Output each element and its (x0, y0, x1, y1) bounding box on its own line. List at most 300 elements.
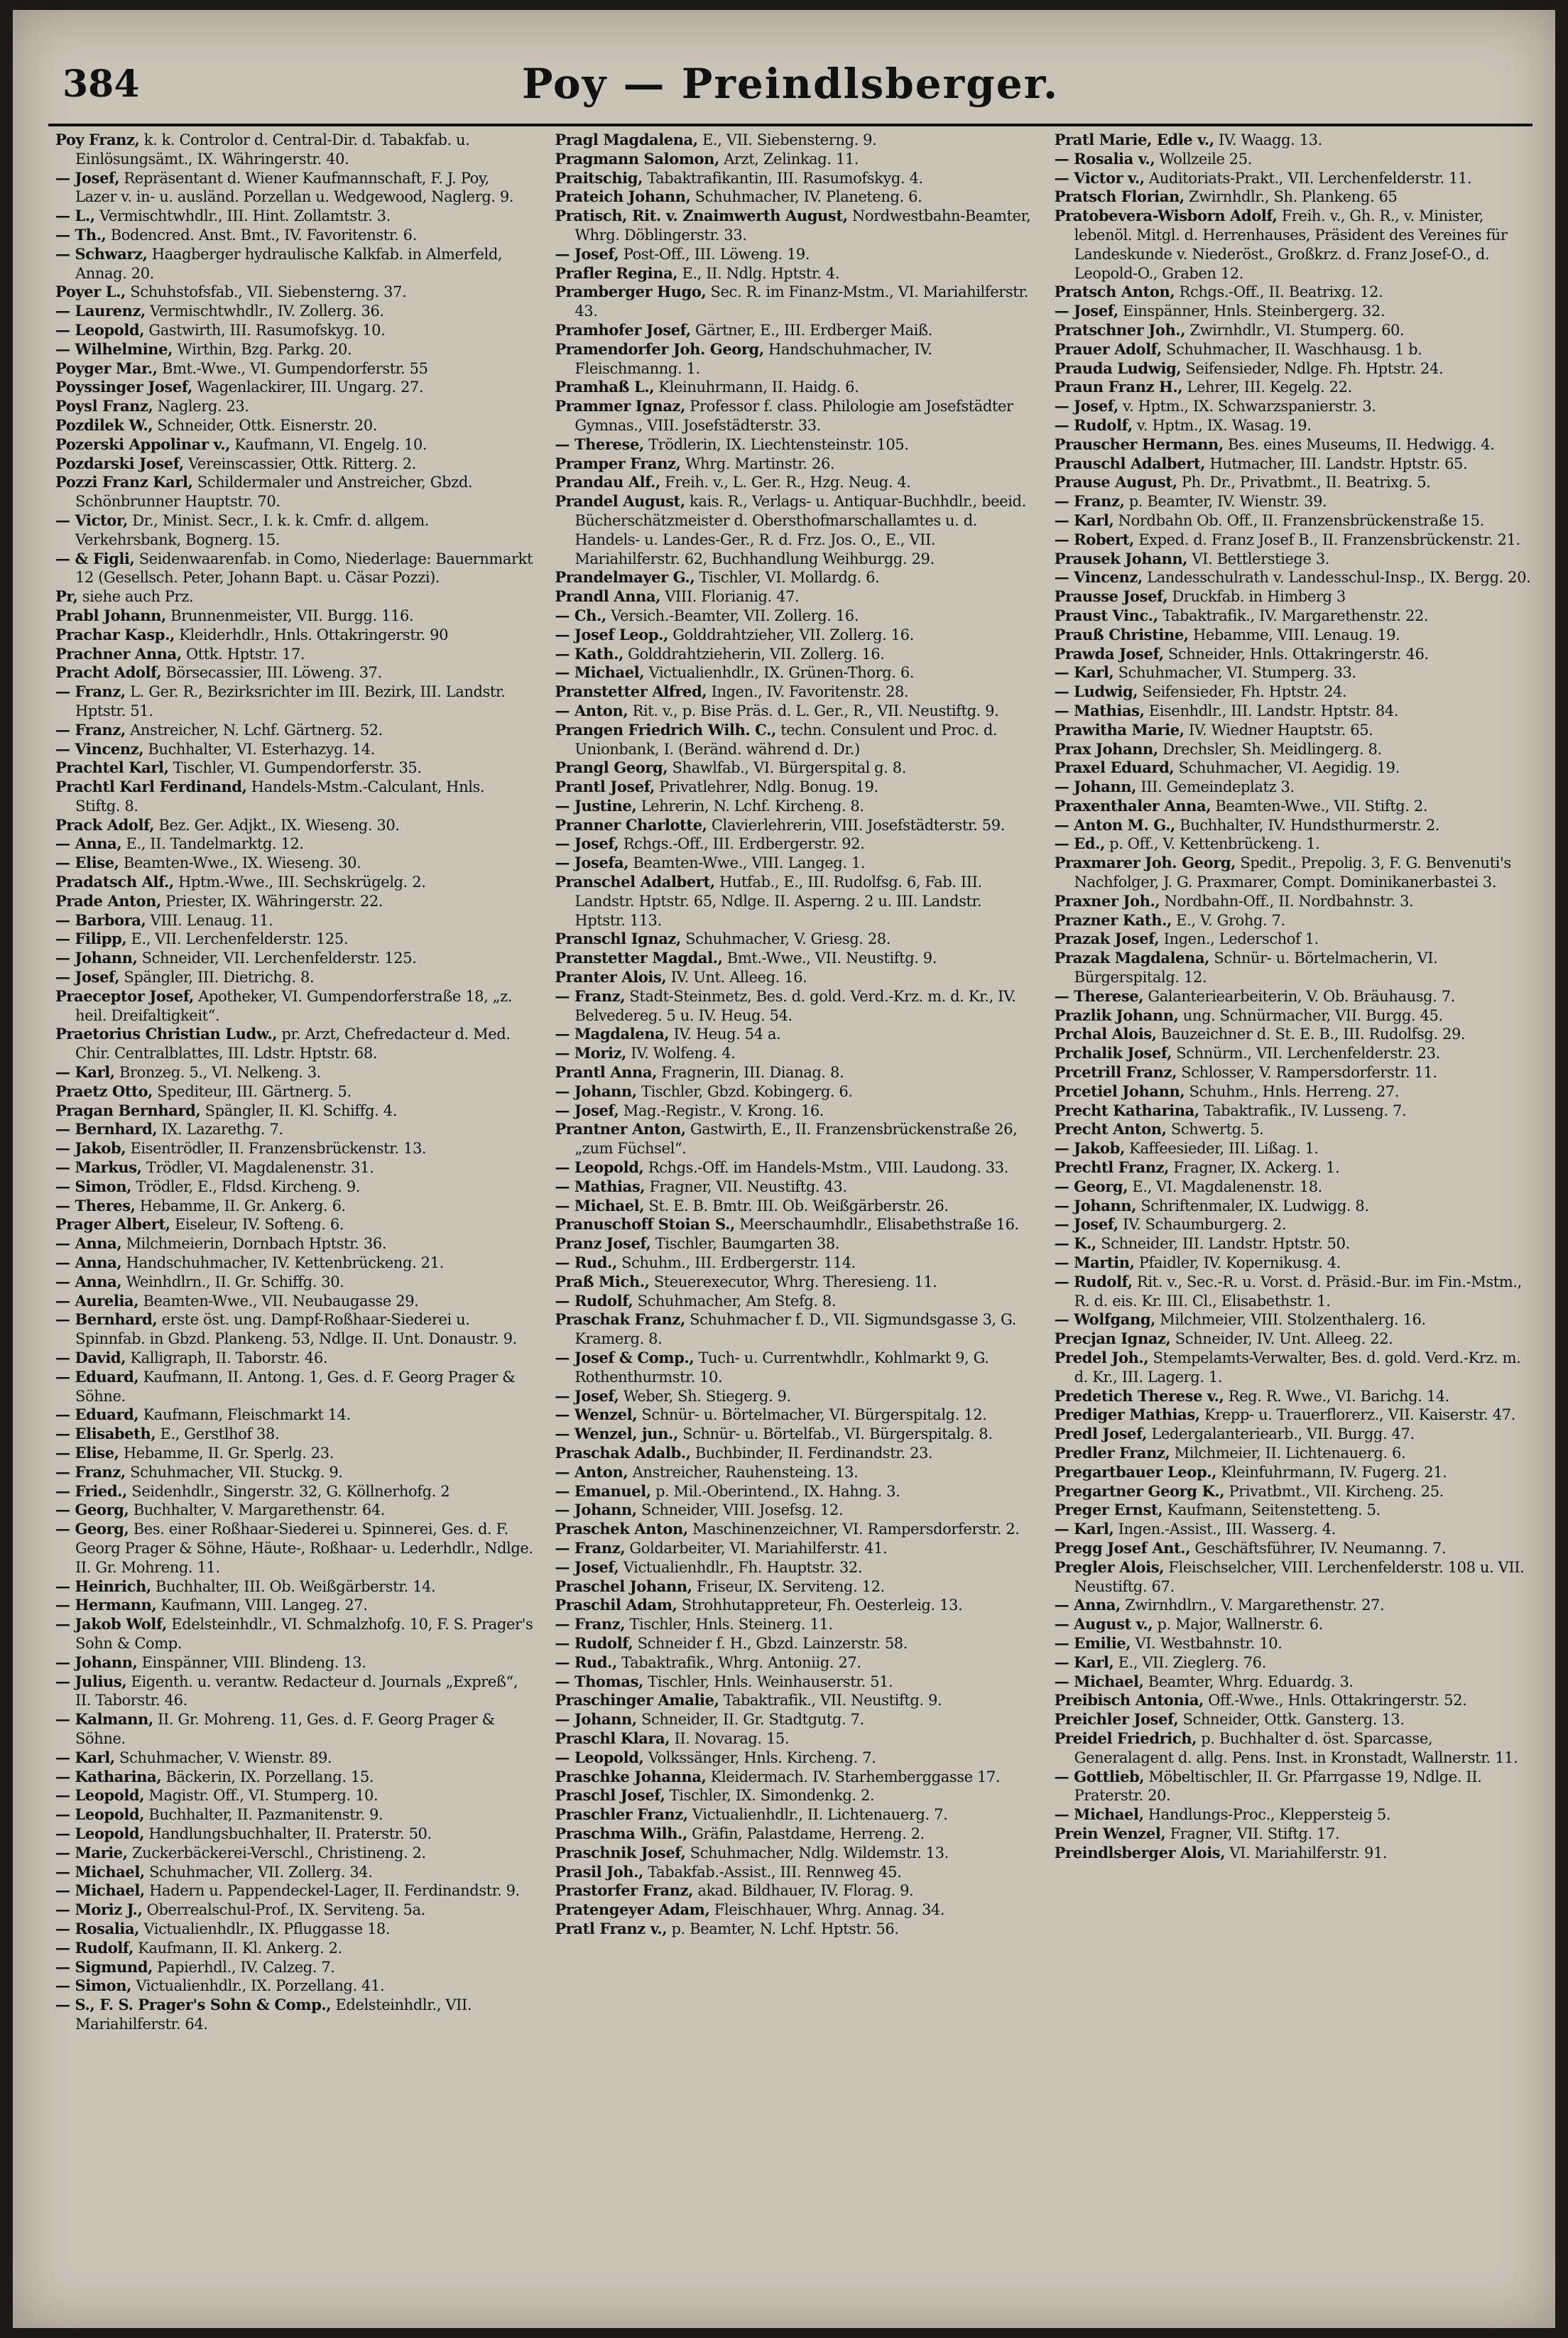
directory-entry (55, 1977, 533, 1996)
entry-details: Seidenwaarenfab. in Como, Niederlage: Bauernmarkt 12 (Gesellsch. Peter, Johann Bapt. u. Cäsar Pozzi). (75, 550, 533, 587)
entry-details: Edelsteinhdlr., VII. Mariahilferstr. 64. (75, 1996, 472, 2033)
entry-details: Magistr. Off., VI. Stumperg. 10. (144, 1787, 379, 1805)
entry-name: — Rud., (555, 1254, 617, 1272)
entry-name: — Franz, (55, 683, 126, 701)
directory-entry (55, 511, 533, 550)
entry-details: Beamten-Wwe., IX. Wieseng. 30. (119, 854, 361, 872)
entry-name: Precjan Ignaz, (1054, 1330, 1171, 1348)
entry-details: Möbeltischler, II. Gr. Pfarrgasse 19, Ndlge. II. Praterstr. 20. (1074, 1768, 1482, 1805)
entry-details: Fragner, IX. Ackerg. 1. (1169, 1159, 1340, 1177)
entry-details: E., II. Ndlg. Hptstr. 4. (677, 264, 840, 282)
entry-name: Prax Johann, (1054, 739, 1158, 758)
entry-name: — Leopold, (55, 320, 145, 339)
entry-details: erste öst. ung. Dampf-Roßhaar-Siederei u. Spinnfab. in Gbzd. Plankeng. 53, Ndlge. II. Unt. Donaustr. 9. (75, 1311, 517, 1348)
entry-name: Prauschl Adalbert, (1054, 454, 1206, 472)
entry-name: Pregg Josef Ant., (1054, 1538, 1191, 1557)
entry-name: — Josef, (55, 968, 120, 986)
entry-details: Galanteriearbeiterin, V. Ob. Bräuhausg. 7. (1143, 987, 1455, 1005)
directory-entry (555, 702, 1033, 721)
directory-entry (55, 1215, 533, 1234)
entry-name: Pracht Adolf, (55, 663, 162, 682)
entry-details: Bmt.-Wwe., VI. Gumpendorferstr. 55 (157, 359, 428, 377)
directory-entry (55, 1881, 533, 1901)
directory-entry (555, 930, 1033, 949)
directory-entry (1055, 321, 1532, 340)
directory-entry (1055, 531, 1532, 550)
entry-details: Auditoriats-Prakt., VII. Lerchenfelderstr. 11. (1144, 169, 1472, 187)
entry-name: — Johann, (555, 1501, 637, 1519)
directory-entry (1055, 930, 1532, 949)
entry-details: E., VII. Lerchenfelderstr. 125. (126, 930, 349, 948)
entry-details: IX. Lazarethg. 7. (157, 1121, 283, 1138)
entry-name: Prantl Anna, (555, 1063, 657, 1082)
directory-entry (555, 1273, 1033, 1292)
entry-details: Schuhm., III. Erdbergerstr. 114. (616, 1254, 856, 1272)
directory-entry (1055, 1197, 1532, 1216)
entry-details: Zwirnhdlrn., V. Margarethenstr. 27. (1120, 1597, 1385, 1614)
entry-details: siehe auch Prz. (77, 588, 194, 606)
directory-entry (555, 816, 1033, 835)
directory-entry (55, 816, 533, 835)
directory-entry (55, 987, 533, 1026)
column-right (1055, 131, 1532, 2304)
entry-name: — Rud., (555, 1653, 617, 1671)
entry-name: — Johann, (55, 1653, 138, 1671)
entry-name: — Franz, (55, 720, 126, 739)
entry-name: Preichler Josef, (1054, 1710, 1179, 1729)
entry-details: Golddrahtzieherin, VII. Zollerg. 16. (623, 645, 885, 663)
directory-entry (55, 1158, 533, 1178)
directory-entry (55, 1958, 533, 1977)
directory-entry (1055, 1596, 1532, 1615)
directory-entry (55, 473, 533, 511)
entry-details: Handschuhmacher, IV. Fleischmanng. 1. (575, 340, 932, 377)
entry-details: Milchmeier, VIII. Stolzenthalerg. 16. (1155, 1311, 1426, 1329)
entry-details: Bodencred. Anst. Bmt., IV. Favoritenstr. 6. (106, 226, 417, 244)
directory-entry (1055, 740, 1532, 759)
entry-details: IV. Wolfeng. 4. (626, 1045, 736, 1062)
entry-name: — Josef, (1054, 397, 1118, 415)
entry-name: Prausek Johann, (1054, 549, 1188, 567)
directory-entry (55, 245, 533, 283)
entry-name: — Schwarz, (55, 244, 148, 263)
entry-details: Kleinuhrmann, II. Haidg. 6. (654, 379, 859, 396)
directory-entry (55, 968, 533, 987)
entry-details: Tabaktrafik., IV. Lusseng. 7. (1199, 1102, 1407, 1119)
directory-entry (55, 359, 533, 379)
directory-entry (1055, 359, 1532, 379)
entry-details: Tischler, VI. Mollardg. 6. (695, 569, 880, 587)
entry-name: — Simon, (55, 1977, 132, 1995)
directory-entry (1055, 587, 1532, 607)
directory-entry (55, 911, 533, 930)
entry-details: Buchhalter, II. Pazmanitenstr. 9. (144, 1806, 383, 1824)
entry-name: Prein Wenzel, (1054, 1824, 1166, 1842)
entry-details: Tischler, VI. Gumpendorferstr. 35. (168, 759, 422, 777)
directory-entry (1055, 1044, 1532, 1063)
directory-entry (1055, 663, 1532, 683)
directory-entry (1055, 1710, 1532, 1729)
entry-details: Trödler, E., Fldsd. Kircheng. 9. (131, 1178, 361, 1195)
directory-entry (1055, 911, 1532, 930)
directory-entry (1055, 1234, 1532, 1254)
entry-name: Prauda Ludwig, (1054, 359, 1182, 377)
entry-details: Handschuhmacher, IV. Kettenbrückeng. 21. (121, 1254, 444, 1272)
entry-name: — Wenzel, jun., (555, 1425, 678, 1443)
entry-name: — Magdalena, (555, 1025, 670, 1043)
directory-entry (555, 663, 1033, 683)
entry-details: Dr., Minist. Secr., I. k. k. Cmfr. d. allgem. Verkehrsbank, Bognerg. 15. (75, 511, 430, 548)
directory-entry (55, 645, 533, 664)
entry-details: Schneider, II. Gr. Stadtgutg. 7. (636, 1711, 864, 1729)
entry-details: Drechsler, Sh. Meidlingerg. 8. (1158, 740, 1382, 758)
entry-details: Rchgs.-Off., III. Erdbergerstr. 92. (619, 835, 865, 853)
entry-details: VIII. Lenaug. 11. (146, 911, 273, 929)
entry-details: Handlungs-Proc., Kleppersteig 5. (1143, 1806, 1391, 1824)
entry-details: Schuhmacher, VII. Stuckg. 9. (125, 1463, 343, 1481)
entry-details: Landesschulrath v. Landesschul-Insp., IX. Bergg. 20. (1142, 569, 1531, 587)
entry-details: Zwirnhdlr., VI. Stumperg. 60. (1185, 321, 1405, 339)
directory-entry (1055, 854, 1532, 892)
entry-name: Praschak Franz, (555, 1310, 685, 1329)
entry-name: Predl Josef, (1054, 1425, 1148, 1443)
entry-details: Buchhalter, III. Ob. Weißgärberstr. 14. (151, 1577, 436, 1595)
directory-entry (55, 930, 533, 949)
entry-name: Praxner Joh., (1054, 891, 1160, 910)
directory-entry (555, 1387, 1033, 1406)
entry-name: Prcetrill Franz, (1054, 1063, 1177, 1082)
page-number: 384 (62, 62, 140, 106)
entry-name: Prabl Johann, (55, 606, 166, 624)
entry-name: Pozzi Franz Karl, (55, 473, 193, 491)
entry-name: — Josef & Comp., (555, 1349, 695, 1366)
directory-entry (1055, 550, 1532, 569)
entry-details: Gastwirth, E., II. Franzensbrückenstraße 26, „zum Füchsel“. (575, 1121, 1018, 1158)
entry-details: Apotheker, VI. Gumpendorferstraße 18, „z. heil. Dreifaltigkeit“. (75, 987, 513, 1024)
entry-details: Ingen.-Assist., III. Wasserg. 4. (1114, 1521, 1336, 1538)
directory-entry (555, 1178, 1033, 1197)
entry-name: — Karl, (1054, 663, 1114, 682)
directory-entry (1055, 397, 1532, 416)
entry-details: Kleinfuhrmann, IV. Fugerg. 21. (1216, 1463, 1447, 1481)
entry-details: Beamter, Whrg. Eduardg. 3. (1143, 1673, 1354, 1690)
entry-details: Professor f. class. Philologie am Josefstädter Gymnas., VIII. Josefstädterstr. 33. (575, 398, 1013, 434)
entry-details: Buchhalter, IV. Hundsthurmerstr. 2. (1175, 816, 1440, 834)
entry-details: Kaufmann, VIII. Langeg. 27. (156, 1597, 368, 1614)
entry-details: Zuckerbäckerei-Verschl., Christineng. 2. (127, 1844, 426, 1861)
entry-details: Hadern u. Pappendeckel-Lager, II. Ferdinandstr. 9. (144, 1882, 520, 1900)
entry-name: Pratisch, Rit. v. Znaimwerth August, (555, 207, 848, 225)
entry-details: Anstreicher, Rauhensteing. 13. (628, 1463, 859, 1481)
entry-name: — Moriz J., (55, 1901, 143, 1919)
page-header (48, 53, 1532, 126)
entry-details: p. Mil.-Oberintend., IX. Hahng. 3. (650, 1482, 900, 1500)
entry-name: — August v., (1054, 1615, 1153, 1633)
directory-entry (555, 187, 1033, 207)
directory-entry (55, 207, 533, 226)
directory-entry (1055, 626, 1532, 645)
directory-entry (55, 1844, 533, 1863)
entry-details: Zwirnhdlr., Sh. Plankeng. 65 (1184, 188, 1398, 206)
entry-details: Kaufmann, Seitenstetteng. 5. (1163, 1501, 1381, 1519)
entry-name: Pregartbauer Leop., (1054, 1462, 1217, 1481)
entry-name: — Therese, (1054, 986, 1144, 1005)
directory-entry (1055, 683, 1532, 702)
entry-name: — L., (55, 207, 95, 225)
entry-details: pr. Arzt, Chefredacteur d. Med. Chir. Centralblattes, III. Ldstr. Hptstr. 68. (75, 1026, 511, 1062)
directory-entry (555, 1768, 1033, 1787)
entry-details: Spediteur, III. Gärtnerg. 5. (152, 1082, 352, 1100)
entry-name: — Eduard, (55, 1405, 139, 1424)
entry-details: Tabaktrafik., Whrg. Antoniig. 27. (616, 1653, 861, 1671)
directory-entry (55, 1805, 533, 1825)
directory-entry (555, 1197, 1033, 1216)
entry-name: Poysl Franz, (55, 397, 153, 415)
entry-details: Bäckerin, IX. Porzellang. 15. (161, 1768, 374, 1785)
directory-entry (555, 1710, 1033, 1729)
entry-name: — S., F. S. Prager's Sohn & Comp., (55, 1996, 332, 2014)
directory-entry (55, 1520, 533, 1577)
entry-name: — Katharina, (55, 1767, 162, 1785)
entry-details: Schneider, Ottk. Gansterg. 13. (1178, 1711, 1405, 1729)
entry-details: Pfaidler, IV. Kopernikusg. 4. (1134, 1254, 1341, 1272)
directory-page (13, 10, 1555, 2328)
entry-details: Einspänner, Hnls. Steinbergerg. 32. (1118, 303, 1385, 320)
directory-entry (555, 207, 1033, 245)
entry-name: — Ed., (1054, 834, 1105, 853)
entry-name: — Anton, (555, 701, 628, 719)
directory-entry (555, 1254, 1033, 1273)
entry-name: — Anna, (55, 834, 122, 853)
entry-details: Seidenhdlr., Singerstr. 32, G. Köllnerhofg. 2 (126, 1482, 450, 1500)
entry-details: Bmt.-Wwe., VII. Neustiftg. 9. (722, 950, 937, 967)
directory-entry (555, 1520, 1033, 1539)
directory-entry (555, 1444, 1033, 1463)
entry-details: Kleiderhdlr., Hnls. Ottakringerstr. 90 (174, 626, 449, 643)
entry-details: Schuhmacher f. D., VII. Sigmundsgasse 3, G. Kramerg. 8. (575, 1311, 1016, 1348)
entry-name: Prafler Regina, (555, 263, 678, 282)
entry-details: St. E. B. Bmtr. III. Ob. Weißgärberstr. 26. (644, 1197, 949, 1214)
directory-entry (1055, 1330, 1532, 1349)
entry-details: Ph. Dr., Privatbmt., II. Beatrixg. 5. (1177, 474, 1431, 491)
directory-entry (555, 1558, 1033, 1577)
entry-name: Pr, (55, 587, 78, 606)
entry-name: Prchal Alois, (1054, 1025, 1157, 1043)
entry-name: Pradatsch Alf., (55, 873, 174, 891)
entry-details: Ingen., IV. Favoritenstr. 28. (707, 683, 909, 701)
entry-details: Tischler, Hnls. Weinhauserstr. 51. (643, 1673, 893, 1690)
entry-details: Börsecassier, III. Löweng. 37. (161, 664, 382, 682)
directory-entry (1055, 797, 1532, 816)
directory-entry (1055, 1615, 1532, 1634)
directory-entry (1055, 1025, 1532, 1044)
entry-name: — Josef, (555, 834, 619, 853)
entry-details: Victualienhdlr., IX. Grünen-Thorg. 6. (644, 664, 915, 682)
entry-details: Shawlfab., VI. Bürgerspital g. 8. (668, 759, 906, 777)
entry-name: Praschke Johanna, (555, 1767, 707, 1785)
entry-name: — Michael, (1054, 1672, 1144, 1690)
entry-details: Arzt, Zelinkag. 11. (719, 150, 859, 168)
entry-details: II. Novarag. 15. (670, 1729, 790, 1747)
directory-entry (555, 568, 1033, 587)
entry-details: Rchgs.-Off. im Handels-Mstm., VIII. Laudong. 33. (643, 1159, 1008, 1177)
directory-entry (1055, 511, 1532, 531)
entry-details: Weber, Sh. Stiegerg. 9. (619, 1387, 791, 1405)
entry-details: IV. Unt. Alleeg. 16. (666, 969, 807, 986)
entry-details: Tischler, IX. Simondenkg. 2. (665, 1787, 875, 1805)
directory-entry (555, 1673, 1033, 1692)
entry-name: Prateich Johann, (555, 187, 691, 206)
entry-details: Exped. d. Franz Josef B., II. Franzensbrückenstr. 21. (1133, 531, 1520, 548)
entry-name: Pranz Josef, (555, 1234, 651, 1253)
directory-entry (55, 1920, 533, 1939)
directory-entry (555, 1044, 1033, 1063)
entry-details: Tischler, Hnls. Steinerg. 11. (625, 1616, 833, 1633)
entry-name: Prandelmayer G., (555, 568, 695, 587)
entry-name: Pragan Bernhard, (55, 1101, 201, 1119)
entry-details: Brunnenmeister, VII. Burgg. 116. (165, 607, 414, 624)
entry-name: Prangen Friedrich Wilh. C., (555, 720, 776, 739)
directory-entry (55, 1939, 533, 1958)
directory-entry (1055, 455, 1532, 474)
entry-name: — Johann, (55, 949, 138, 967)
entry-details: Buchbinder, II. Ferdinandstr. 23. (690, 1444, 933, 1462)
directory-entry (555, 169, 1033, 188)
directory-entry (1055, 1444, 1532, 1463)
entry-name: — Marie, (55, 1843, 128, 1861)
directory-entry (55, 1482, 533, 1501)
entry-name: Praß Mich., (555, 1272, 650, 1290)
entry-details: Trödlerin, IX. Liechtensteinstr. 105. (643, 435, 909, 453)
entry-name: Pratl Marie, Edle v., (1054, 131, 1214, 148)
entry-name: — Filipp, (55, 930, 127, 948)
directory-entry (555, 321, 1033, 340)
entry-name: — Elisabeth, (55, 1425, 156, 1443)
column-left (55, 131, 533, 2304)
entry-name: — Wolfgang, (1054, 1310, 1156, 1329)
directory-entry (1055, 150, 1532, 169)
entry-name: Prantner Anton, (555, 1120, 686, 1138)
directory-entry (555, 1653, 1033, 1673)
directory-entry (1055, 1063, 1532, 1082)
directory-entry (55, 1197, 533, 1216)
entry-details: Schnürm., VII. Lerchenfelderstr. 23. (1172, 1045, 1440, 1062)
entry-name: — Ch., (555, 606, 606, 624)
directory-entry (55, 1615, 533, 1653)
entry-details: Kaffeesieder, III. Lißag. 1. (1124, 1140, 1319, 1158)
directory-entry (55, 283, 533, 302)
entry-name: — Franz, (555, 1538, 626, 1557)
entry-details: Wirthin, Bzg. Parkg. 20. (173, 340, 352, 358)
directory-entry (555, 1349, 1033, 1387)
entry-name: — Franz, (555, 1615, 626, 1633)
directory-entry (1055, 1425, 1532, 1444)
directory-entry (555, 834, 1033, 854)
entry-details: Hebamme, VIII. Lenaug. 19. (1188, 626, 1400, 643)
directory-entry (55, 854, 533, 873)
entry-details: Vereinscassier, Ottk. Ritterg. 2. (183, 455, 416, 472)
directory-entry (1055, 1501, 1532, 1520)
entry-details: Bez. Ger. Adjkt., IX. Wieseng. 30. (154, 816, 400, 834)
directory-entry (1055, 1006, 1532, 1026)
column-middle (555, 131, 1033, 2304)
entry-details: akad. Bildhauer, IV. Florag. 9. (693, 1882, 914, 1900)
entry-name: — Johann, (555, 1710, 637, 1729)
entry-name: Praschak Adalb., (555, 1443, 691, 1462)
entry-details: Schildermaler und Anstreicher, Gbzd. Schönbrunner Hauptstr. 70. (75, 474, 473, 511)
entry-details: Schuhmacher, II. Waschhausg. 1 b. (1161, 340, 1422, 358)
directory-entry (55, 1501, 533, 1520)
entry-name: Praust Vinc., (1054, 606, 1158, 624)
entry-details: Schneider, IV. Unt. Alleeg. 22. (1170, 1330, 1393, 1348)
directory-entry (1055, 1082, 1532, 1102)
directory-entry (1055, 1558, 1532, 1597)
directory-entry (1055, 1653, 1532, 1673)
directory-entry (1055, 1463, 1532, 1482)
directory-entry (55, 740, 533, 759)
entry-name: Prantl Josef, (555, 778, 655, 796)
entry-details: IV. Wiedner Hauptstr. 65. (1184, 721, 1373, 739)
entry-details: Kalligraph, II. Taborstr. 46. (126, 1349, 328, 1366)
directory-entry (55, 949, 533, 968)
directory-entry (1055, 473, 1532, 492)
entry-details: Druckfab. in Himberg 3 (1167, 588, 1346, 606)
entry-name: Pragl Magdalena, (555, 131, 698, 148)
directory-entry (55, 892, 533, 911)
directory-entry (1055, 187, 1532, 207)
directory-entry (55, 1349, 533, 1368)
directory-entry (1055, 1691, 1532, 1710)
directory-entry (55, 1139, 533, 1158)
directory-entry (555, 1539, 1033, 1558)
directory-entry (1055, 568, 1532, 587)
directory-entry (555, 721, 1033, 759)
directory-entry (55, 1178, 533, 1197)
entry-name: — Anna, (55, 1272, 122, 1290)
entry-name: Preibisch Antonia, (1054, 1691, 1204, 1709)
directory-entry (555, 473, 1033, 492)
entry-details: VIII. Florianig. 47. (660, 588, 800, 606)
directory-entry (555, 1805, 1033, 1825)
entry-details: Milchmeierin, Dornbach Hptstr. 36. (121, 1235, 387, 1253)
directory-entry (55, 1025, 533, 1063)
entry-details: Spedit., Prepolig. 3, F. G. Benvenuti's Nachfolger, J. G. Praxmarer, Compt. Dominikanerbastei 3. (1074, 854, 1511, 891)
entry-details: Victualienhdlr., IX. Pfluggasse 18. (139, 1920, 391, 1937)
directory-entry (1055, 435, 1532, 455)
entry-name: — Leopold, (55, 1786, 145, 1805)
entry-name: Prack Adolf, (55, 815, 155, 834)
directory-entry (55, 340, 533, 359)
directory-entry (55, 378, 533, 397)
directory-entry (555, 378, 1033, 397)
entry-name: — Wilhelmine, (55, 339, 173, 358)
entry-details: Handels-Mstm.-Calculant, Hnls. Stiftg. 8. (75, 778, 485, 815)
directory-entry (1055, 283, 1532, 302)
entry-details: Lehrer, III. Kegelg. 22. (1182, 379, 1352, 396)
entry-details: p. Major, Wallnerstr. 6. (1153, 1616, 1323, 1633)
entry-details: Schuhmacher, VI. Aegidig. 19. (1174, 759, 1400, 777)
directory-entry (1055, 340, 1532, 359)
entry-details: Bauzeichner d. St. E. B., III. Rudolfsg. 29. (1156, 1026, 1466, 1043)
entry-details: Rit. v., Sec.-R. u. Vorst. d. Präsid.-Bur. im Fin.-Mstm., R. d. eis. Kr. III. Cl., Elisabethstr. 1. (1074, 1273, 1522, 1310)
entry-details: Vermischtwhdlr., IV. Zollerg. 36. (145, 303, 384, 320)
entry-details: Privatbmt., VII. Kircheng. 25. (1224, 1482, 1444, 1500)
entry-details: Versich.-Beamter, VII. Zollerg. 16. (606, 607, 859, 624)
entry-details: Off.-Wwe., Hnls. Ottakringerstr. 52. (1203, 1692, 1467, 1709)
directory-entry (1055, 378, 1532, 397)
entry-name: Prazak Magdalena, (1054, 949, 1210, 967)
directory-entry (555, 1425, 1033, 1444)
